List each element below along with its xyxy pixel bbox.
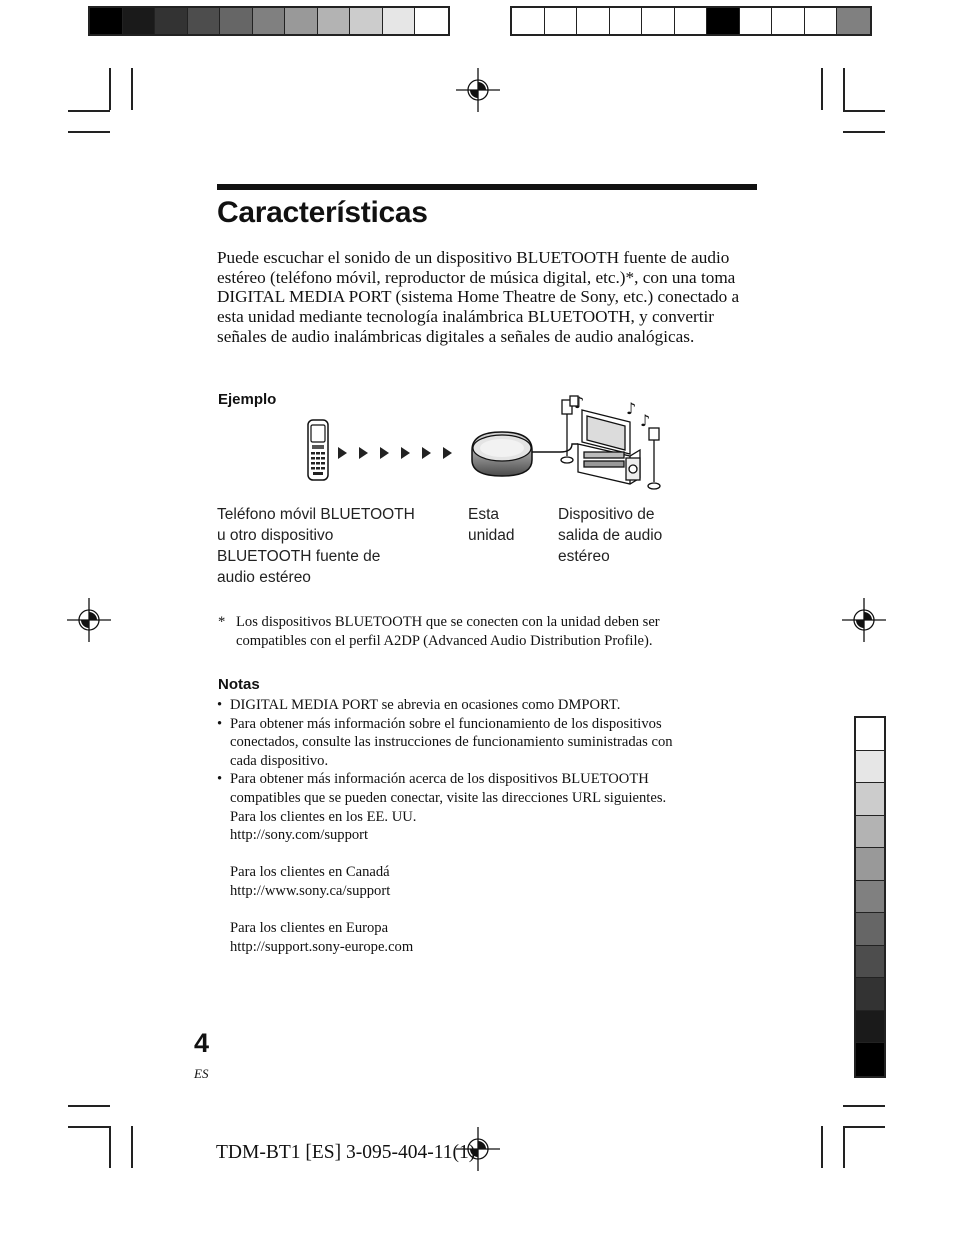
language-code: ES — [194, 1066, 209, 1081]
svg-text:♪: ♪ — [626, 399, 637, 418]
registration-mark-top-icon — [456, 68, 500, 112]
color-swatch — [856, 848, 884, 881]
list-item: • DIGITAL MEDIA PORT se abrevia en ocasiones como DMPORT. — [217, 696, 757, 715]
bluetooth-unit-icon — [472, 432, 532, 476]
color-swatch — [123, 8, 156, 34]
color-swatch — [577, 8, 610, 34]
page-number: 4 — [194, 1028, 210, 1058]
color-bar-side — [854, 716, 886, 1078]
footnote-mark: * — [218, 614, 226, 630]
document-id: TDM-BT1 [ES] 3-095-404-11(1) — [216, 1142, 476, 1163]
registration-mark-right-icon — [842, 598, 886, 642]
footnote-text: Los dispositivos BLUETOOTH que se conecten con la unidad deben ser compatibles con el perfil A2DP (Advanced Audio Distribution Profile). — [236, 614, 660, 649]
color-swatch — [415, 8, 448, 34]
color-swatch — [856, 751, 884, 784]
color-swatch — [740, 8, 773, 34]
color-swatch — [856, 718, 884, 751]
svg-text:♪: ♪ — [640, 411, 651, 430]
color-swatch — [285, 8, 318, 34]
notes-list — [217, 696, 757, 956]
caption-phone: Teléfono móvil BLUETOOTH u otro dispositivo BLUETOOTH fuente de audio estéreo — [217, 506, 415, 586]
color-swatch — [805, 8, 838, 34]
color-swatch — [90, 8, 123, 34]
color-bar-left — [88, 6, 450, 36]
color-swatch — [383, 8, 416, 34]
color-swatch — [856, 913, 884, 946]
color-swatch — [837, 8, 870, 34]
color-swatch — [675, 8, 708, 34]
page-title: Características — [217, 196, 428, 229]
caption-unit: Esta unidad — [468, 506, 515, 544]
svg-text:♪: ♪ — [574, 393, 585, 412]
notes-heading: Notas — [218, 676, 260, 693]
color-swatch — [253, 8, 286, 34]
color-bar-right — [510, 6, 872, 36]
example-diagram — [300, 392, 680, 496]
color-swatch — [545, 8, 578, 34]
caption-output: Dispositivo de salida de audio estéreo — [558, 506, 663, 565]
intro-paragraph: Puede escuchar el sonido de un dispositivo BLUETOOTH fuente de audio estéreo (teléfono móvil, reproductor de música digital, etc.)*, con una toma DIGITAL MEDIA PORT (sistema Home Theatre de Sony, etc.) conectado a esta unidad mediante tecnología inalámbrica BLUETOOTH, y convertir señales de audio inalámbricas digitales a señales de audio analógicas. — [217, 248, 740, 346]
example-heading: Ejemplo — [218, 391, 277, 408]
registration-mark-left-icon — [67, 598, 111, 642]
section-rule — [217, 184, 757, 190]
color-swatch — [772, 8, 805, 34]
color-swatch — [318, 8, 351, 34]
color-swatch — [856, 978, 884, 1011]
color-swatch — [350, 8, 383, 34]
color-swatch — [188, 8, 221, 34]
color-swatch — [856, 1011, 884, 1044]
signal-arrows-icon — [338, 447, 452, 459]
color-swatch — [610, 8, 643, 34]
color-swatch — [642, 8, 675, 34]
color-swatch — [707, 8, 740, 34]
list-item: • Para obtener más información acerca de los dispositivos BLUETOOTH compatibles que se pueden conectar, visite las direcciones URL siguientes. Para los clientes en los EE. UU. http://sony.com/support Para los clientes en Canadá http://www.sony.ca/support Para los clientes en Europa http://support.sony-europe.com — [217, 770, 757, 956]
color-swatch — [856, 946, 884, 979]
color-swatch — [856, 881, 884, 914]
color-swatch — [220, 8, 253, 34]
color-swatch — [155, 8, 188, 34]
color-swatch — [512, 8, 545, 34]
color-swatch — [856, 1043, 884, 1076]
color-swatch — [856, 816, 884, 849]
list-item: • Para obtener más información sobre el funcionamiento de los dispositivos conectados, consulte las instrucciones de funcionamiento suministradas con cada dispositivo. — [217, 715, 757, 771]
mobile-phone-icon — [308, 420, 328, 480]
color-swatch — [856, 783, 884, 816]
